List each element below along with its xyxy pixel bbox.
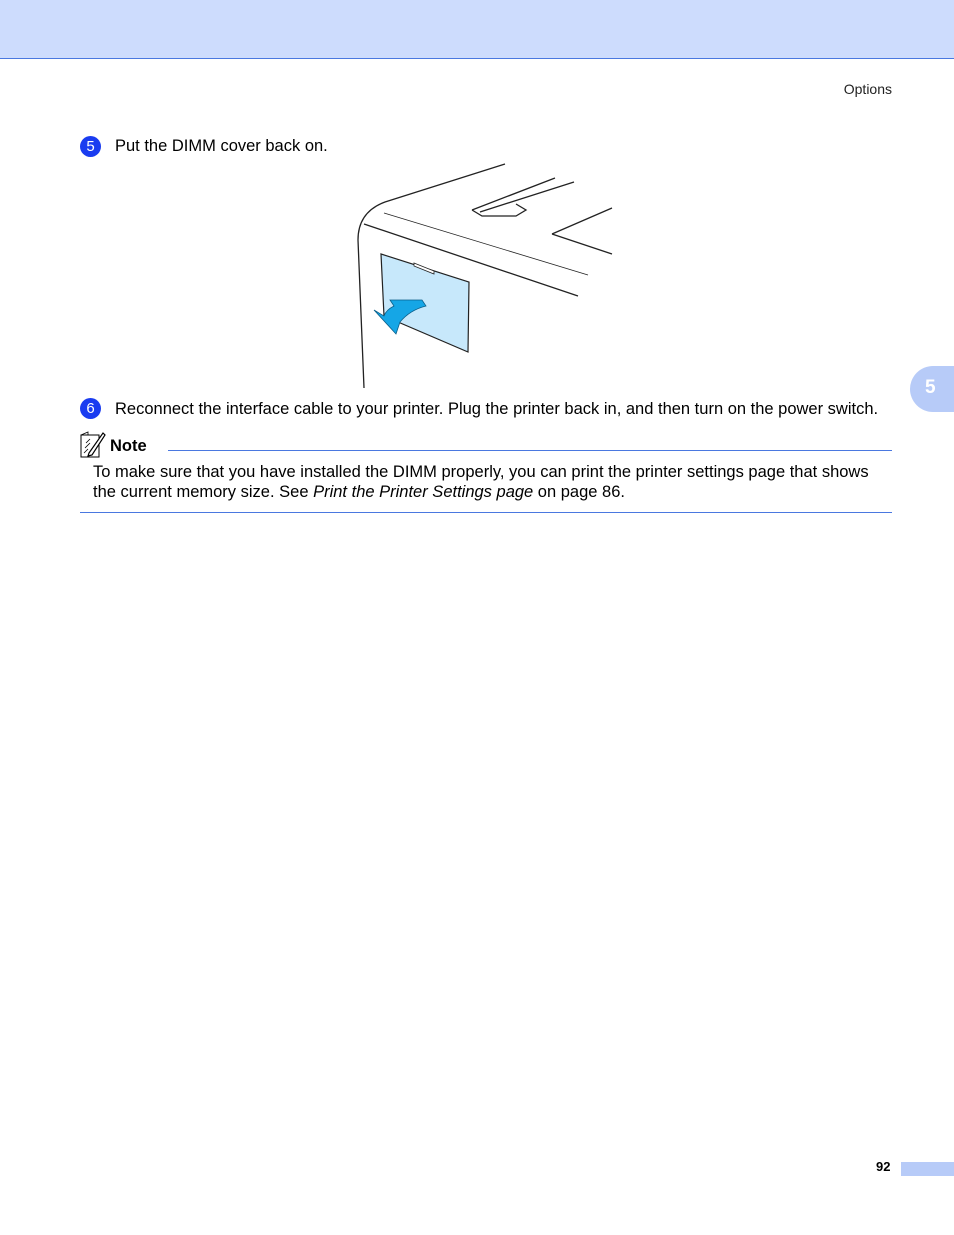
paper-tray: [472, 178, 612, 254]
note-divider-top: [168, 450, 892, 451]
step-instruction: Put the DIMM cover back on.: [115, 137, 328, 155]
header-band: [0, 0, 954, 59]
chapter-number: 5: [925, 377, 936, 398]
dimm-cover-illustration: [340, 160, 630, 392]
section-title: Options: [843, 81, 892, 97]
cross-reference-link[interactable]: Print the Printer Settings page: [313, 483, 534, 501]
step-number-badge: 6: [80, 398, 101, 419]
page-number: 92: [876, 1159, 891, 1174]
note-text: [93, 462, 893, 502]
step-instruction: Reconnect the interface cable to your printer. Plug the printer back in, and then turn on the power switch.: [115, 400, 879, 418]
note-divider-bottom: [80, 512, 892, 513]
chapter-tab: [910, 366, 954, 412]
note-text-part: on page 86.: [533, 483, 625, 501]
note-heading: Note: [110, 437, 147, 455]
step-number-badge: 5: [80, 136, 101, 157]
footer-bar: [901, 1162, 954, 1176]
note-text-part: To make sure that you have installed the DIMM properly, you can print the printer settings page that shows the current memory size. See: [93, 463, 869, 501]
pencil-note-icon: [80, 431, 106, 459]
